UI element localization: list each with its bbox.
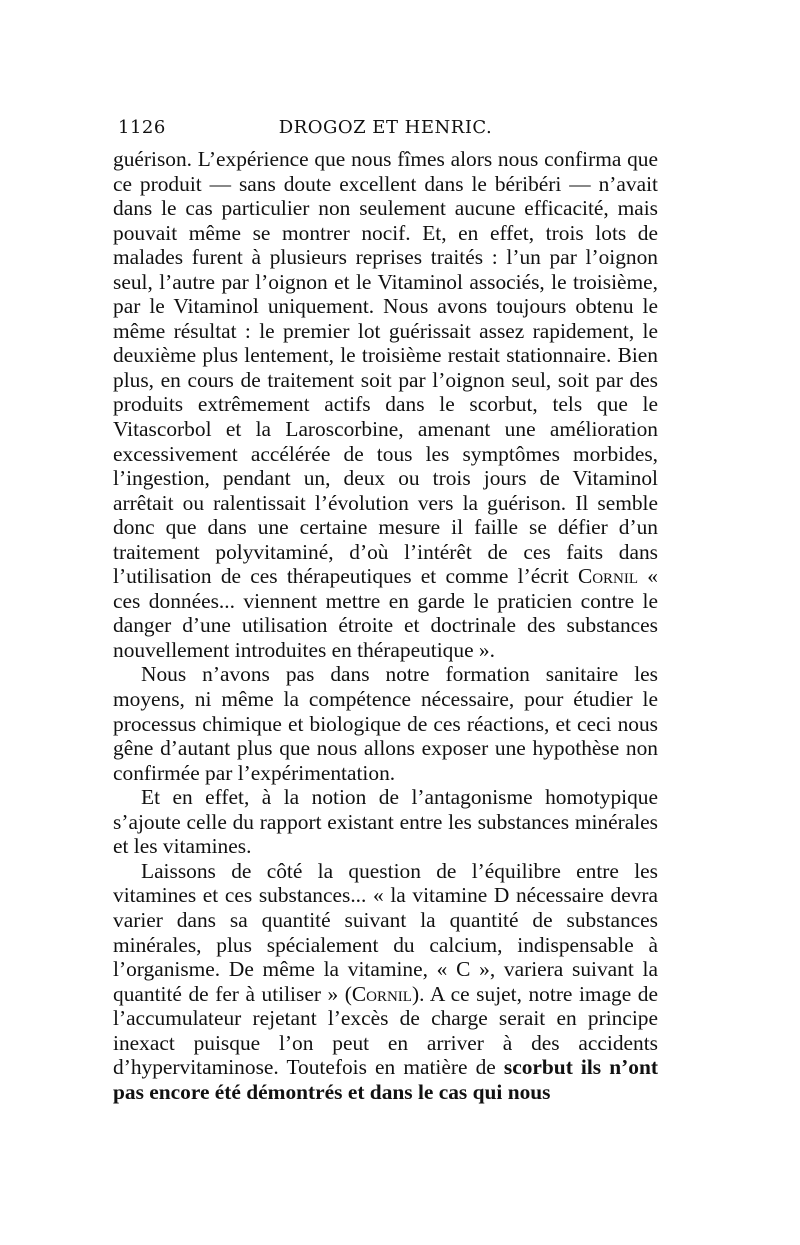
author-citation: Cornil — [577, 564, 639, 589]
paragraph — [113, 147, 658, 662]
page-header — [113, 113, 658, 147]
paragraph — [113, 785, 658, 859]
paragraph — [113, 859, 658, 1104]
body-text — [113, 147, 658, 1104]
paragraph-text: « ces données... viennent mettre en garde le praticien contre le danger d’une utilisation étroite et doctrinale des substances nouvellement introduites en thérapeutique ». — [113, 564, 658, 662]
author-citation: Cornil — [351, 981, 412, 1006]
paragraph-text: ). A ce sujet, notre image de l’accumulateur rejetant l’excès de charge serait en principe inexact puisque l’on peut en arriver à des accidents d’hypervitaminose. Toutefois en matière de — [113, 981, 658, 1080]
paragraph-text: Nous n’avons pas dans notre formation sanitaire les moyens, ni même la compétence nécessaire, pour étudier le processus chimique et biologique de ces réactions, et ceci nous gêne d’autant plus que nous allons exposer une hypothèse non confirmée par l’expérimentation. — [113, 662, 658, 785]
paragraph-text: Laissons de côté la question de l’équilibre entre les vitamines et ces substances... « la vitamine D nécessaire devra varier dans sa quantité suivant la quantité de substances minérales, plus spécialement du calcium, indispensable à l’organisme. De même la vitamine, « C », variera suivant la quantité de fer à utiliser » ( — [113, 858, 658, 1006]
page-number: 1126 — [118, 117, 166, 138]
paragraph-text: guérison. L’expérience que nous fîmes alors nous confirma que ce produit — sans doute excellent dans le béribéri — n’avait dans le cas particulier non seulement aucune efficacité, mais pouvait même se montrer nocif. Et, en effet, trois lots de malades furent à plusieurs reprises traités : l’un par l’oignon seul, l’autre par l’oignon et le Vitaminol associés, le troisième, par le Vitaminol uniquement. Nous avons toujours obtenu le même résultat : le premier lot guérissait assez rapidement, le deuxième plus lentement, le troisième restait stationnaire. Bien plus, en cours de traitement soit par l’oignon seul, soit par des produits extrêmement actifs dans le scorbut, tels que le Vitascorbol et la Laroscorbine, amenant une amélioration excessivement accélérée de tous les symptômes morbides, l’ingestion, pendant un, deux ou trois jours de Vitaminol arrêtait ou ralentissait l’évolution vers la guérison. Il semble donc que dans une certaine mesure il faille se défier d’un traitement polyvitaminé, d’où l’intérêt de ces faits dans l’utilisation de ces thérapeutiques et comme l’écrit — [113, 147, 658, 589]
page — [113, 113, 658, 1104]
paragraph-text: Et en effet, à la notion de l’antagonisme homotypique s’ajoute celle du rapport existant entre les substances minérales et les vitamines. — [113, 785, 658, 859]
paragraph-text-bold: scorbut ils n’ont pas encore été démontrés et dans le cas qui nous — [113, 1055, 658, 1104]
running-title: DROGOZ ET HENRIC. — [278, 117, 493, 138]
paragraph — [113, 662, 658, 785]
